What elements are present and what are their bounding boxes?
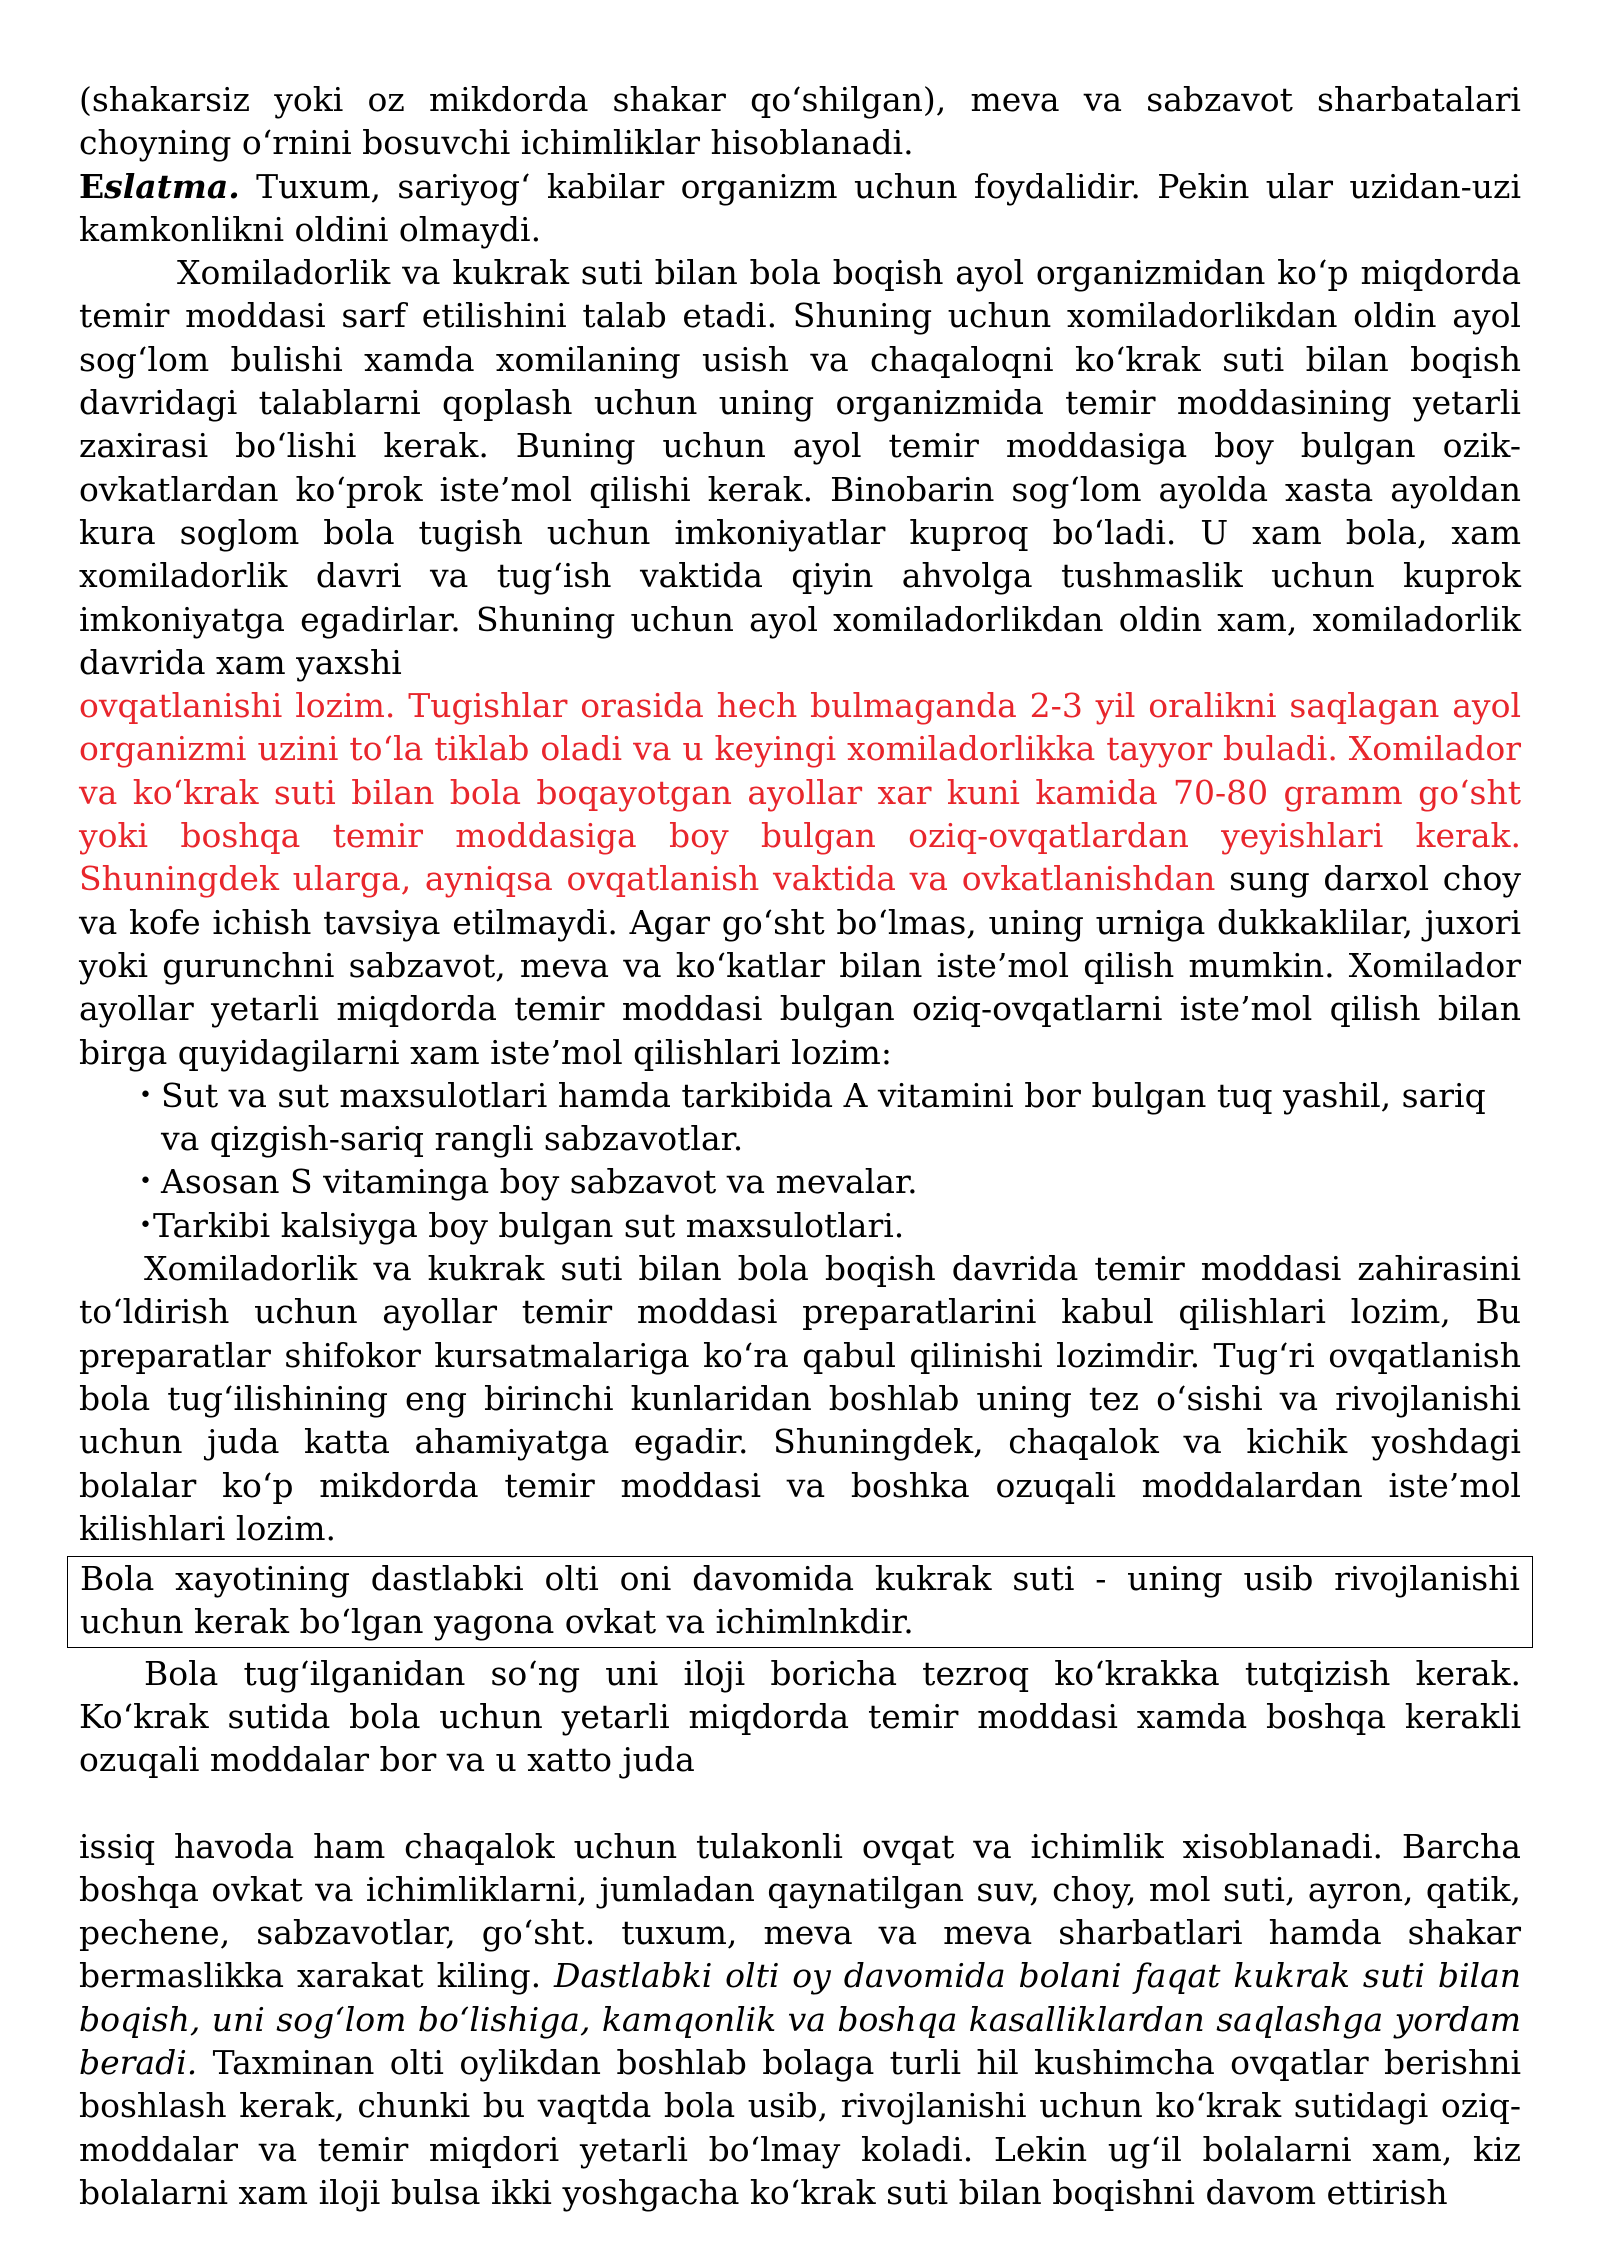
- boxed-callout: [67, 1556, 1533, 1648]
- list-item: • Sut va sut maxsulotlari hamda tarkibida A vitamini bor bulgan tuq yashil, sariq va qizgish-sariq rangli sabzavotlar.: [139, 1074, 1521, 1161]
- note-label: slatma.: [104, 166, 240, 206]
- paragraph-exclusive-breastfeeding: [79, 1825, 1521, 2215]
- note-text: Tuxum, sariyog‘ kabilar organizm uchun foydalidir. Pekin ular uzidan-uzi kamkonlikni oldini olmaydi.: [79, 166, 1521, 249]
- highlighted-text: ovqatlanishi lozim. Tugishlar orasida hech bulmaganda 2-3 yil oralikni saqlagan ayol organizmi uzini to‘la tiklab oladi va u keyingi xomiladorlikka tayyor buladi. Xomilador va ko‘krak suti bilan bola boqayotgan ayollar xar kuni kamida 70-80 gramm go‘sht yoki boshqa temir moddasiga boy bulgan oziq-ovqatlardan yeyishlari kerak. Shuningdek ularga, ayniqsa ovqatlanish vaktida va ovkatlanishdan: [79, 686, 1521, 899]
- callout-text: Bola xayotining dastlabki olti oni davomida kukrak suti - uning usib rivojlanishi uchun kerak bo‘lgan yagona ovkat va ichimlnkdir.: [80, 1559, 1520, 1642]
- paragraph-intro: (shakarsiz yoki oz mikdorda shakar qo‘shilgan), meva va sabzavot sharbatalari choyning o‘rnini bosuvchi ichimliklar hisoblanadi.: [79, 80, 1521, 163]
- paragraph-pregnancy-iron: Xomiladorlik va kukrak suti bilan bola boqish ayol organizmidan ko‘p miqdorda temir moddasi sarf etilishini talab etadi. Shuning uchun xomiladorlikdan oldin ayol sog‘lom bulishi xamda xomilaning usish va chaqaloqni ko‘krak suti bilan boqish davridagi talablarni qoplash uchun uning organizmida temir moddasining yetarli zaxirasi bo‘lishi kerak. Buning uchun ayol temir moddasiga boy bulgan ozik-ovkatlardan ko‘prok iste’mol qilishi kerak. Binobarin sog‘lom ayolda xasta ayoldan kura soglom bola tugish uchun imkoniyatlar kuproq bo‘ladi. U xam bola, xam xomiladorlik davri va tug‘ish vaktida qiyin ahvolga tushmaslik uchun kuprok imkoniyatga egadirlar. Shuning uchun ayol xomiladorlikdan oldin xam, xomiladorlik davrida xam yaxshi: [79, 253, 1521, 682]
- paragraph-text-a: issiq havoda ham chaqalok uchun tulakonli ovqat va ichimlik xisoblanadi. Barcha boshqa ovkat va ichimliklarni, jumladan qaynatilgan suv, choy, mol suti, ayron, qatik, pechene, sabzavotlar, go‘sht. tuxum, meva va meva sharbatlari hamda shakar bermaslikka xarakat kiling.: [79, 1826, 1521, 1996]
- document-page: [79, 78, 1521, 2214]
- paragraph-breastfeeding: Bola tug‘ilganidan so‘ng uni iloji boricha tezroq ko‘krakka tutqizish kerak. Ko‘krak sutida bola uchun yetarli miqdorda temir moddasi xamda boshqa kerakli ozuqali moddalar bor va u xatto juda: [79, 1653, 1521, 1780]
- paragraph-text-b: Taxminan olti oylikdan boshlab bolaga turli hil kushimcha ovqatlar berishni boshlash kerak, chunki bu vaqtda bola usib, rivojlanishi uchun ko‘krak sutidagi oziq-moddalar va temir miqdori yetarli bo‘lmay koladi. Lekin ug‘il bolalarni xam, kiz bolalarni xam iloji bulsa ikki yoshgacha ko‘krak suti bilan boqishni davom ettirish: [79, 2043, 1521, 2212]
- note-label-e: E: [79, 166, 105, 206]
- note-paragraph: [79, 165, 1521, 252]
- page-break-gap: [79, 1782, 1521, 1825]
- recommendation-list: [79, 1074, 1521, 1247]
- paragraph-nutrition: [79, 684, 1521, 1074]
- paragraph-supplements: Xomiladorlik va kukrak suti bilan bola boqish davrida temir moddasi zahirasini to‘ldirish uchun ayollar temir moddasi preparatlarini kabul qilishlari lozim, Bu preparatlar shifokor kursatmalariga ko‘ra qabul qilinishi lozimdir. Tug‘ri ovqatlanish bola tug‘ilishining eng birinchi kunlaridan boshlab uning tez o‘sishi va rivojlanishi uchun juda katta ahamiyatga egadir. Shuningdek, chaqalok va kichik yoshdagi bolalar ko‘p mikdorda temir moddasi va boshka ozuqali moddalardan iste’mol kilishlari lozim.: [79, 1249, 1521, 1548]
- italic-emphasis: Dastlabki olti oy davomida bolani faqat kukrak suti bilan boqish, uni sog‘lom bo‘lishiga, kamqonlik va boshqa kasalliklardan saqlashga yordam beradi.: [79, 1956, 1521, 2083]
- list-item: • Asosan S vitaminga boy sabzavot va mevalar.: [139, 1160, 1521, 1203]
- paragraph-nutrition-rest: sung darxol choy va kofe ichish tavsiya etilmaydi. Agar go‘sht bo‘lmas, uning urniga dukkaklilar, juxori yoki gurunchni sabzavot, meva va ko‘katlar bilan iste’mol qilish mumkin. Xomilador ayollar yetarli miqdorda temir moddasi bulgan oziq-ovqatlarni iste’mol qilish bilan birga quyidagilarni xam iste’mol qilishlari lozim:: [79, 859, 1521, 1072]
- list-item: • Tarkibi kalsiyga boy bulgan sut maxsulotlari.: [139, 1204, 1521, 1247]
